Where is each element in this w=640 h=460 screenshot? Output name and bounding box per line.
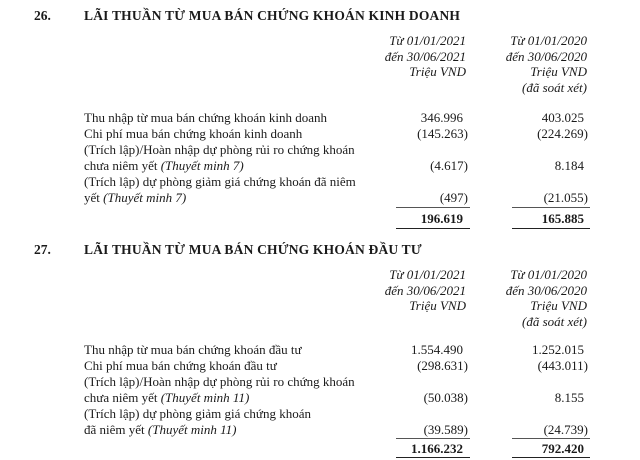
total-rule-2020	[512, 457, 590, 458]
column-header-2020: Từ 01/01/2020 đến 30/06/2020 Triệu VND (đã soát xét)	[505, 33, 587, 95]
column-header-2021: Từ 01/01/2021 đến 30/06/2021 Triệu VND	[384, 33, 466, 79]
subtotal-rule-2020	[512, 438, 590, 439]
value-2020: (443.011)	[537, 358, 588, 373]
section-number: 26.	[34, 8, 51, 23]
total-rule-2021	[396, 228, 470, 229]
value-2021: (145.263)	[417, 126, 468, 141]
note-ref: (Thuyết minh 7)	[160, 158, 244, 173]
row-label: (Trích lập) dự phòng giảm giá chứng khoán	[84, 406, 311, 421]
value-2021: (298.631)	[417, 358, 468, 373]
note-ref: (Thuyết minh 7)	[103, 190, 187, 205]
subtotal-rule-2020	[512, 207, 590, 208]
section-number: 27.	[34, 242, 51, 257]
value-2021: (497)	[439, 190, 468, 205]
value-2020: 8.184	[554, 158, 584, 173]
row-label-cont: đã niêm yết (Thuyết minh 11)	[84, 422, 237, 437]
column-header-2020: Từ 01/01/2020 đến 30/06/2020 Triệu VND (đã soát xét)	[505, 267, 587, 329]
total-2021: 1.166.232	[411, 441, 463, 456]
value-2021: (4.617)	[430, 158, 468, 173]
total-2020: 165.885	[541, 211, 584, 226]
value-2020: 1.252.015	[532, 342, 584, 357]
row-label: Chi phí mua bán chứng khoán đầu tư	[84, 358, 277, 373]
row-label-cont: chưa niêm yết (Thuyết minh 7)	[84, 158, 244, 173]
value-2020: 403.025	[541, 110, 584, 125]
row-label-cont: chưa niêm yết (Thuyết minh 11)	[84, 390, 250, 405]
row-label: (Trích lập) dự phòng giảm giá chứng khoán đã niêm	[84, 174, 356, 189]
row-label: Thu nhập từ mua bán chứng khoán đầu tư	[84, 342, 302, 357]
section-title: LÃI THUẦN TỪ MUA BÁN CHỨNG KHOÁN ĐẦU TƯ	[84, 242, 422, 257]
row-label-cont: yết (Thuyết minh 7)	[84, 190, 187, 205]
value-2020: (21.055)	[543, 190, 588, 205]
value-2021: 346.996	[420, 110, 463, 125]
value-2021: 1.554.490	[411, 342, 463, 357]
total-2021: 196.619	[420, 211, 463, 226]
value-2020: 8.155	[554, 390, 584, 405]
value-2021: (50.038)	[423, 390, 468, 405]
column-header-2021: Từ 01/01/2021 đến 30/06/2021 Triệu VND	[384, 267, 466, 313]
total-2020: 792.420	[541, 441, 584, 456]
total-rule-2021	[396, 457, 470, 458]
value-2020: (224.269)	[537, 126, 588, 141]
value-2021: (39.589)	[423, 422, 468, 437]
total-rule-2020	[512, 228, 590, 229]
value-2020: (24.739)	[543, 422, 588, 437]
note-ref: (Thuyết minh 11)	[147, 422, 237, 437]
section-title: LÃI THUẦN TỪ MUA BÁN CHỨNG KHOÁN KINH DOANH	[84, 8, 461, 23]
row-label: (Trích lập)/Hoàn nhập dự phòng rủi ro chứng khoán	[84, 374, 355, 389]
row-label: Thu nhập từ mua bán chứng khoán kinh doanh	[84, 110, 327, 125]
row-label: Chi phí mua bán chứng khoán kinh doanh	[84, 126, 303, 141]
note-ref: (Thuyết minh 11)	[160, 390, 250, 405]
subtotal-rule-2021	[396, 438, 470, 439]
subtotal-rule-2021	[396, 207, 470, 208]
row-label: (Trích lập)/Hoàn nhập dự phòng rủi ro chứng khoán	[84, 142, 355, 157]
